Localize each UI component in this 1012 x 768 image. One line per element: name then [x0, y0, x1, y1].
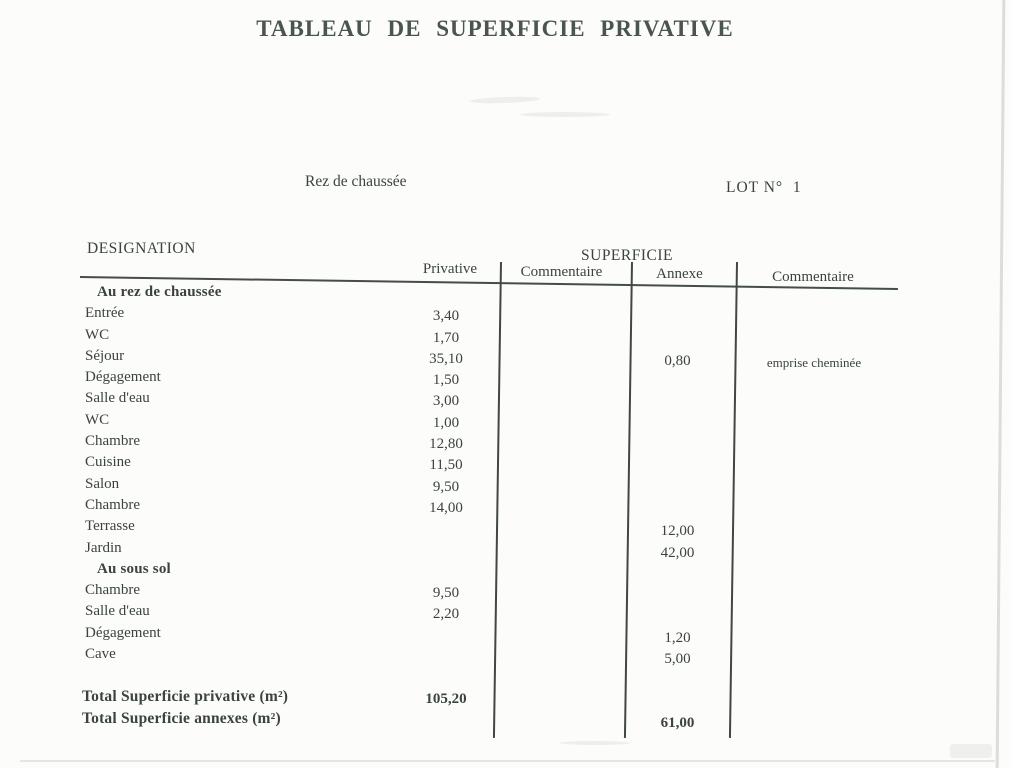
- total-annexe-value: 61,00: [660, 715, 695, 731]
- cell-privative: 9,50: [432, 585, 460, 602]
- cell-annexe: [627, 411, 728, 432]
- cell-privative: 14,00: [429, 499, 463, 516]
- cell-annexe: [631, 283, 731, 304]
- cell-privative: 1,70: [432, 329, 460, 346]
- cell-commentaire: [492, 411, 627, 432]
- cell-privative: 1,00: [432, 414, 460, 431]
- page-title: TABLEAU DE SUPERFICIE PRIVATIVE: [256, 16, 734, 41]
- cell-privative: 3,40: [432, 308, 460, 325]
- table-row: [85, 326, 900, 347]
- table-row: [85, 645, 900, 666]
- cell-designation: Entrée: [85, 305, 125, 322]
- table-row: [85, 453, 900, 474]
- cell-commentaire: [492, 496, 627, 517]
- cell-commentaire-2: [728, 389, 900, 410]
- cell-annexe: [627, 496, 728, 517]
- cell-annexe: [627, 475, 728, 496]
- cell-commentaire: [492, 624, 627, 645]
- cell-commentaire-2: [728, 624, 900, 645]
- cell-annexe: [627, 453, 728, 474]
- cell-annexe: [627, 432, 728, 453]
- cell-annexe: [631, 560, 731, 581]
- cell-commentaire: [492, 326, 627, 347]
- cell-designation: Chambre: [85, 582, 140, 599]
- table-row: [85, 496, 900, 517]
- cell-commentaire-2: [728, 709, 900, 731]
- cell-commentaire-2: [728, 581, 900, 602]
- table-row: [85, 432, 900, 453]
- superficie-header: SUPERFICIE: [581, 247, 673, 264]
- cell-designation: Au rez de chaussée: [97, 284, 222, 300]
- cell-designation: Dégagement: [85, 369, 161, 386]
- cell-commentaire: [492, 517, 627, 538]
- cell-privative: [400, 624, 492, 645]
- table-row: [85, 411, 900, 432]
- cell-commentaire: [492, 347, 627, 368]
- cell-designation: Au sous sol: [97, 560, 171, 577]
- cell-annexe: 1,20: [664, 629, 691, 646]
- cell-annexe: [627, 389, 728, 410]
- cell-commentaire: [492, 453, 627, 474]
- cell-annexe: [627, 326, 728, 347]
- table-body: [85, 283, 900, 666]
- table-row-section: [85, 560, 900, 581]
- cell-privative: [400, 517, 492, 538]
- cell-commentaire-2: emprise cheminée: [766, 354, 862, 370]
- cell-commentaire-2: [728, 411, 900, 432]
- cell-annexe: 12,00: [660, 523, 695, 540]
- cell-commentaire-2: [728, 602, 900, 623]
- cell-annexe: 0,80: [664, 352, 691, 369]
- cell-privative: 9,50: [432, 478, 460, 495]
- cell-privative: 3,00: [432, 393, 460, 410]
- total-row-annexes: [82, 709, 900, 731]
- cell-designation: WC: [85, 326, 110, 343]
- cell-commentaire-2: [728, 687, 900, 709]
- total-label: Total Superficie privative (m²): [82, 688, 289, 705]
- cell-commentaire: [492, 539, 627, 560]
- cell-designation: Salon: [85, 475, 120, 492]
- cell-commentaire: [492, 581, 627, 602]
- cell-commentaire: [492, 687, 627, 709]
- cell-commentaire: [492, 645, 627, 666]
- cell-privative: [400, 645, 492, 666]
- cell-commentaire-2: [728, 645, 900, 666]
- cell-designation: Salle d'eau: [85, 390, 150, 407]
- cell-commentaire-2: [728, 326, 900, 347]
- cell-annexe: 5,00: [664, 651, 691, 668]
- cell-commentaire-2: [728, 368, 900, 389]
- table-row: [85, 602, 900, 623]
- cell-privative: 12,80: [429, 436, 463, 453]
- cell-annexe: [627, 687, 728, 709]
- scan-edge-bottom: [20, 760, 995, 762]
- column-header-privative: Privative: [422, 261, 478, 277]
- column-header-commentaire-1: Commentaire: [520, 264, 603, 280]
- cell-privative: [407, 283, 498, 304]
- scan-edge-right: [996, 0, 1005, 768]
- cell-annexe: 42,00: [660, 544, 695, 561]
- table-row: [85, 539, 900, 560]
- cell-commentaire-2: [728, 517, 900, 538]
- cell-privative: [407, 560, 498, 581]
- table-totals: [82, 687, 900, 731]
- cell-commentaire: [492, 432, 627, 453]
- total-label: Total Superficie annexes (m²): [82, 710, 281, 727]
- scan-artifact: [560, 741, 630, 745]
- cell-designation: Dégagement: [85, 624, 161, 641]
- table-row: [85, 517, 900, 538]
- cell-commentaire-2: [731, 560, 900, 581]
- cell-commentaire-2: [728, 496, 900, 517]
- cell-designation: Cuisine: [85, 454, 131, 471]
- cell-annexe: [627, 368, 728, 389]
- cell-commentaire: [492, 368, 627, 389]
- cell-privative: 2,20: [432, 606, 460, 623]
- table-row: [85, 368, 900, 389]
- total-privative-value: 105,20: [425, 691, 467, 707]
- cell-commentaire-2: [728, 539, 900, 560]
- cell-designation: Terrasse: [85, 518, 135, 535]
- cell-privative: [400, 709, 492, 731]
- total-row-privative: [82, 687, 900, 709]
- cell-commentaire-2: [731, 283, 900, 304]
- cell-commentaire: [492, 475, 627, 496]
- cell-privative: 35,10: [429, 350, 463, 367]
- scan-artifact: [520, 112, 610, 117]
- cell-commentaire-2: [728, 475, 900, 496]
- cell-designation: Chambre: [85, 433, 140, 450]
- lot-number: LOT N° 1: [726, 179, 802, 196]
- cell-annexe: [627, 581, 728, 602]
- table-row: [85, 624, 900, 645]
- cell-commentaire-2: [728, 304, 900, 325]
- cell-commentaire-2: [728, 432, 900, 453]
- cell-commentaire: [492, 389, 627, 410]
- cell-annexe: [627, 602, 728, 623]
- floor-label: Rez de chaussée: [305, 173, 407, 190]
- cell-designation: Jardin: [85, 539, 122, 556]
- cell-commentaire: [498, 560, 631, 581]
- cell-privative: [400, 539, 492, 560]
- cell-designation: WC: [85, 411, 110, 428]
- cell-privative: 1,50: [432, 372, 460, 389]
- table-row: [85, 475, 900, 496]
- table-row: [85, 581, 900, 602]
- designation-header: DESIGNATION: [87, 240, 196, 257]
- column-header-commentaire-2: Commentaire: [772, 269, 854, 285]
- cell-designation: Salle d'eau: [85, 603, 150, 620]
- cell-commentaire: [498, 283, 631, 304]
- scan-artifact: [470, 96, 540, 104]
- table-row: [85, 304, 900, 325]
- cell-commentaire: [492, 304, 627, 325]
- cell-commentaire: [492, 709, 627, 731]
- cell-privative: 11,50: [429, 457, 463, 474]
- table-row-section: [85, 283, 900, 304]
- cell-designation: Séjour: [85, 347, 125, 364]
- cell-annexe: [627, 304, 728, 325]
- scan-artifact: [950, 744, 992, 758]
- cell-commentaire: [492, 602, 627, 623]
- table-row: [85, 347, 900, 368]
- cell-commentaire-2: [728, 453, 900, 474]
- column-header-annexe: Annexe: [656, 266, 703, 282]
- cell-designation: Cave: [85, 646, 116, 663]
- table-row: [85, 389, 900, 410]
- cell-designation: Chambre: [85, 496, 140, 513]
